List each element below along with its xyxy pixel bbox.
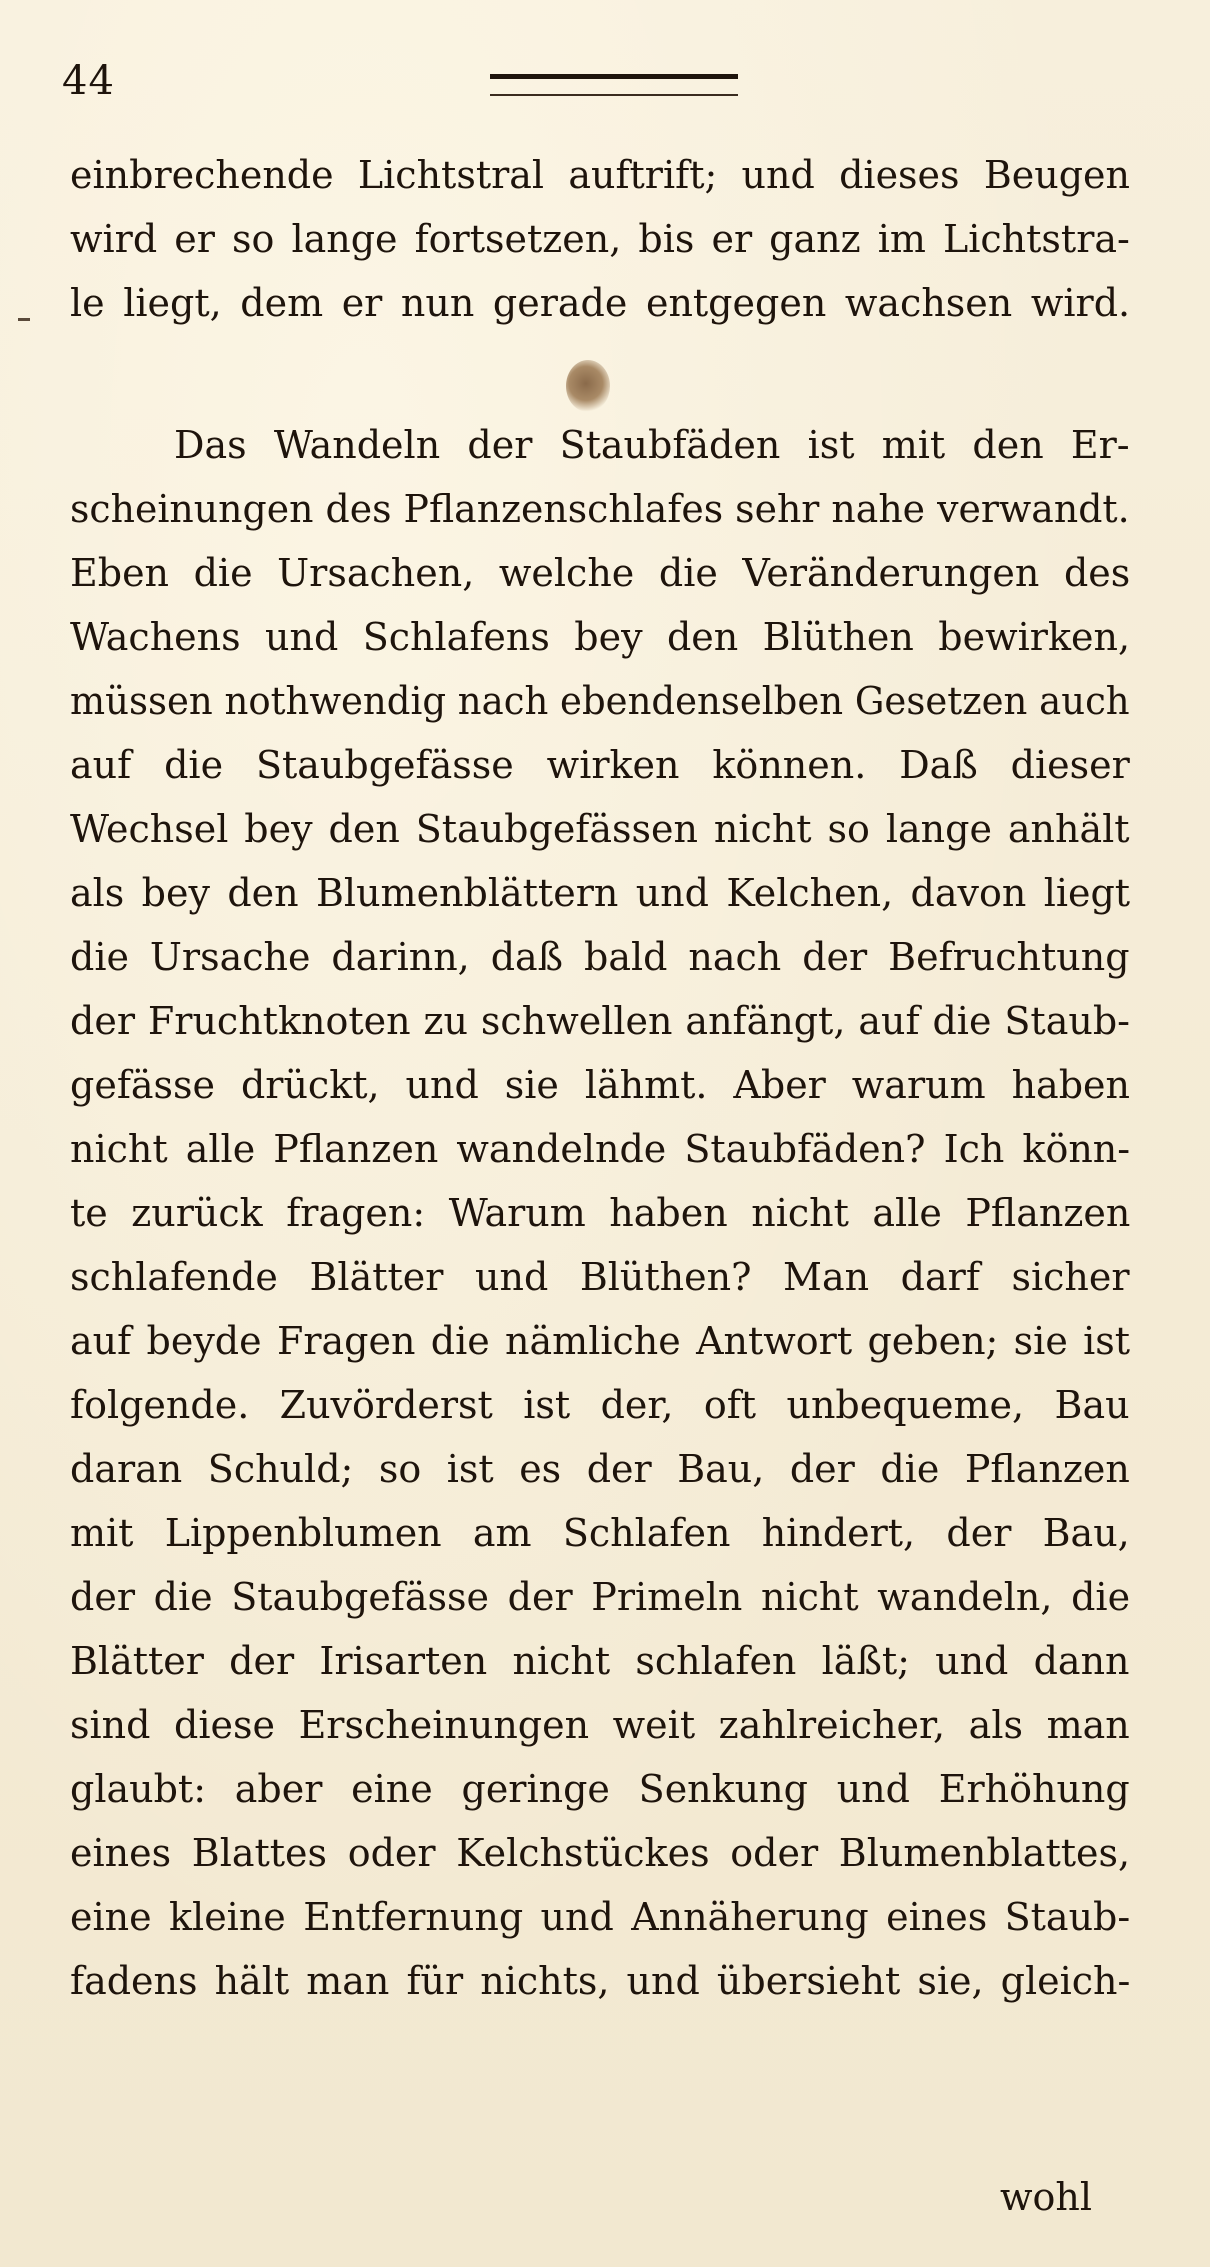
text-line: te zurück fragen: Warum haben nicht alle Pflanzen xyxy=(70,1191,1131,1235)
text-line: die Ursache darinn, daß bald nach der Befruchtung xyxy=(70,935,1130,979)
text-line: le liegt, dem er nun gerade entgegen wachsen wird. xyxy=(70,281,1131,325)
text-line: Wachens und Schlafens bey den Blüthen bewirken, xyxy=(70,615,1131,659)
text-line: nicht alle Pflanzen wandelnde Staubfäden? Ich könn- xyxy=(70,1127,1131,1171)
text-line: fadens hält man für nichts, und übersieht sie, gleich- xyxy=(70,1959,1131,2003)
text-line: einbrechende Lichtstral auftrift; und dieses Beugen xyxy=(70,153,1131,197)
text-line: auf die Staubgefässe wirken können. Daß dieser xyxy=(70,743,1130,787)
text-line: eine kleine Entfernung und Annäherung eines Staub- xyxy=(70,1895,1131,1939)
ink-blot xyxy=(566,360,610,412)
catchword: wohl xyxy=(1000,2175,1093,2219)
text-line: gefässe drückt, und sie lähmt. Aber warum haben xyxy=(70,1063,1130,1107)
text-line: daran Schuld; so ist es der Bau, der die Pflanzen xyxy=(70,1447,1130,1491)
margin-mark xyxy=(18,318,30,321)
text-line: der die Staubgefässe der Primeln nicht wandeln, die xyxy=(70,1575,1131,1619)
text-line: eines Blattes oder Kelchstückes oder Blumenblattes, xyxy=(70,1831,1131,1875)
page-number: 44 xyxy=(62,58,115,104)
text-line: Blätter der Irisarten nicht schlafen läßt; und dann xyxy=(70,1639,1130,1683)
text-line: Das Wandeln der Staubfäden ist mit den Er- xyxy=(174,423,1130,467)
text-line: folgende. Zuvörderst ist der, oft unbequeme, Bau xyxy=(70,1383,1130,1427)
header-rule-thick xyxy=(490,74,738,79)
text-line: auf beyde Fragen die nämliche Antwort geben; sie ist xyxy=(70,1319,1131,1363)
text-line: scheinungen des Pflanzenschlafes sehr nahe verwandt. xyxy=(70,487,1130,531)
header-rule-thin xyxy=(490,94,738,96)
text-line: schlafende Blätter und Blüthen? Man darf sicher xyxy=(70,1255,1130,1299)
text-line: Eben die Ursachen, welche die Veränderungen des xyxy=(70,551,1131,595)
text-line: sind diese Erscheinungen weit zahlreicher, als man xyxy=(70,1703,1130,1747)
text-line: Wechsel bey den Staubgefässen nicht so lange anhält xyxy=(70,807,1130,851)
text-line: als bey den Blumenblättern und Kelchen, davon liegt xyxy=(70,871,1131,915)
header-rule xyxy=(490,74,738,84)
text-line: mit Lippenblumen am Schlafen hindert, der Bau, xyxy=(70,1511,1130,1555)
text-line: der Fruchtknoten zu schwellen anfängt, auf die Staub- xyxy=(70,999,1130,1043)
text-line: wird er so lange fortsetzen, bis er ganz im Lichtstra- xyxy=(70,217,1130,261)
text-line: glaubt: aber eine geringe Senkung und Erhöhung xyxy=(70,1767,1130,1811)
text-line: müssen nothwendig nach ebendenselben Gesetzen auch xyxy=(70,679,1130,723)
